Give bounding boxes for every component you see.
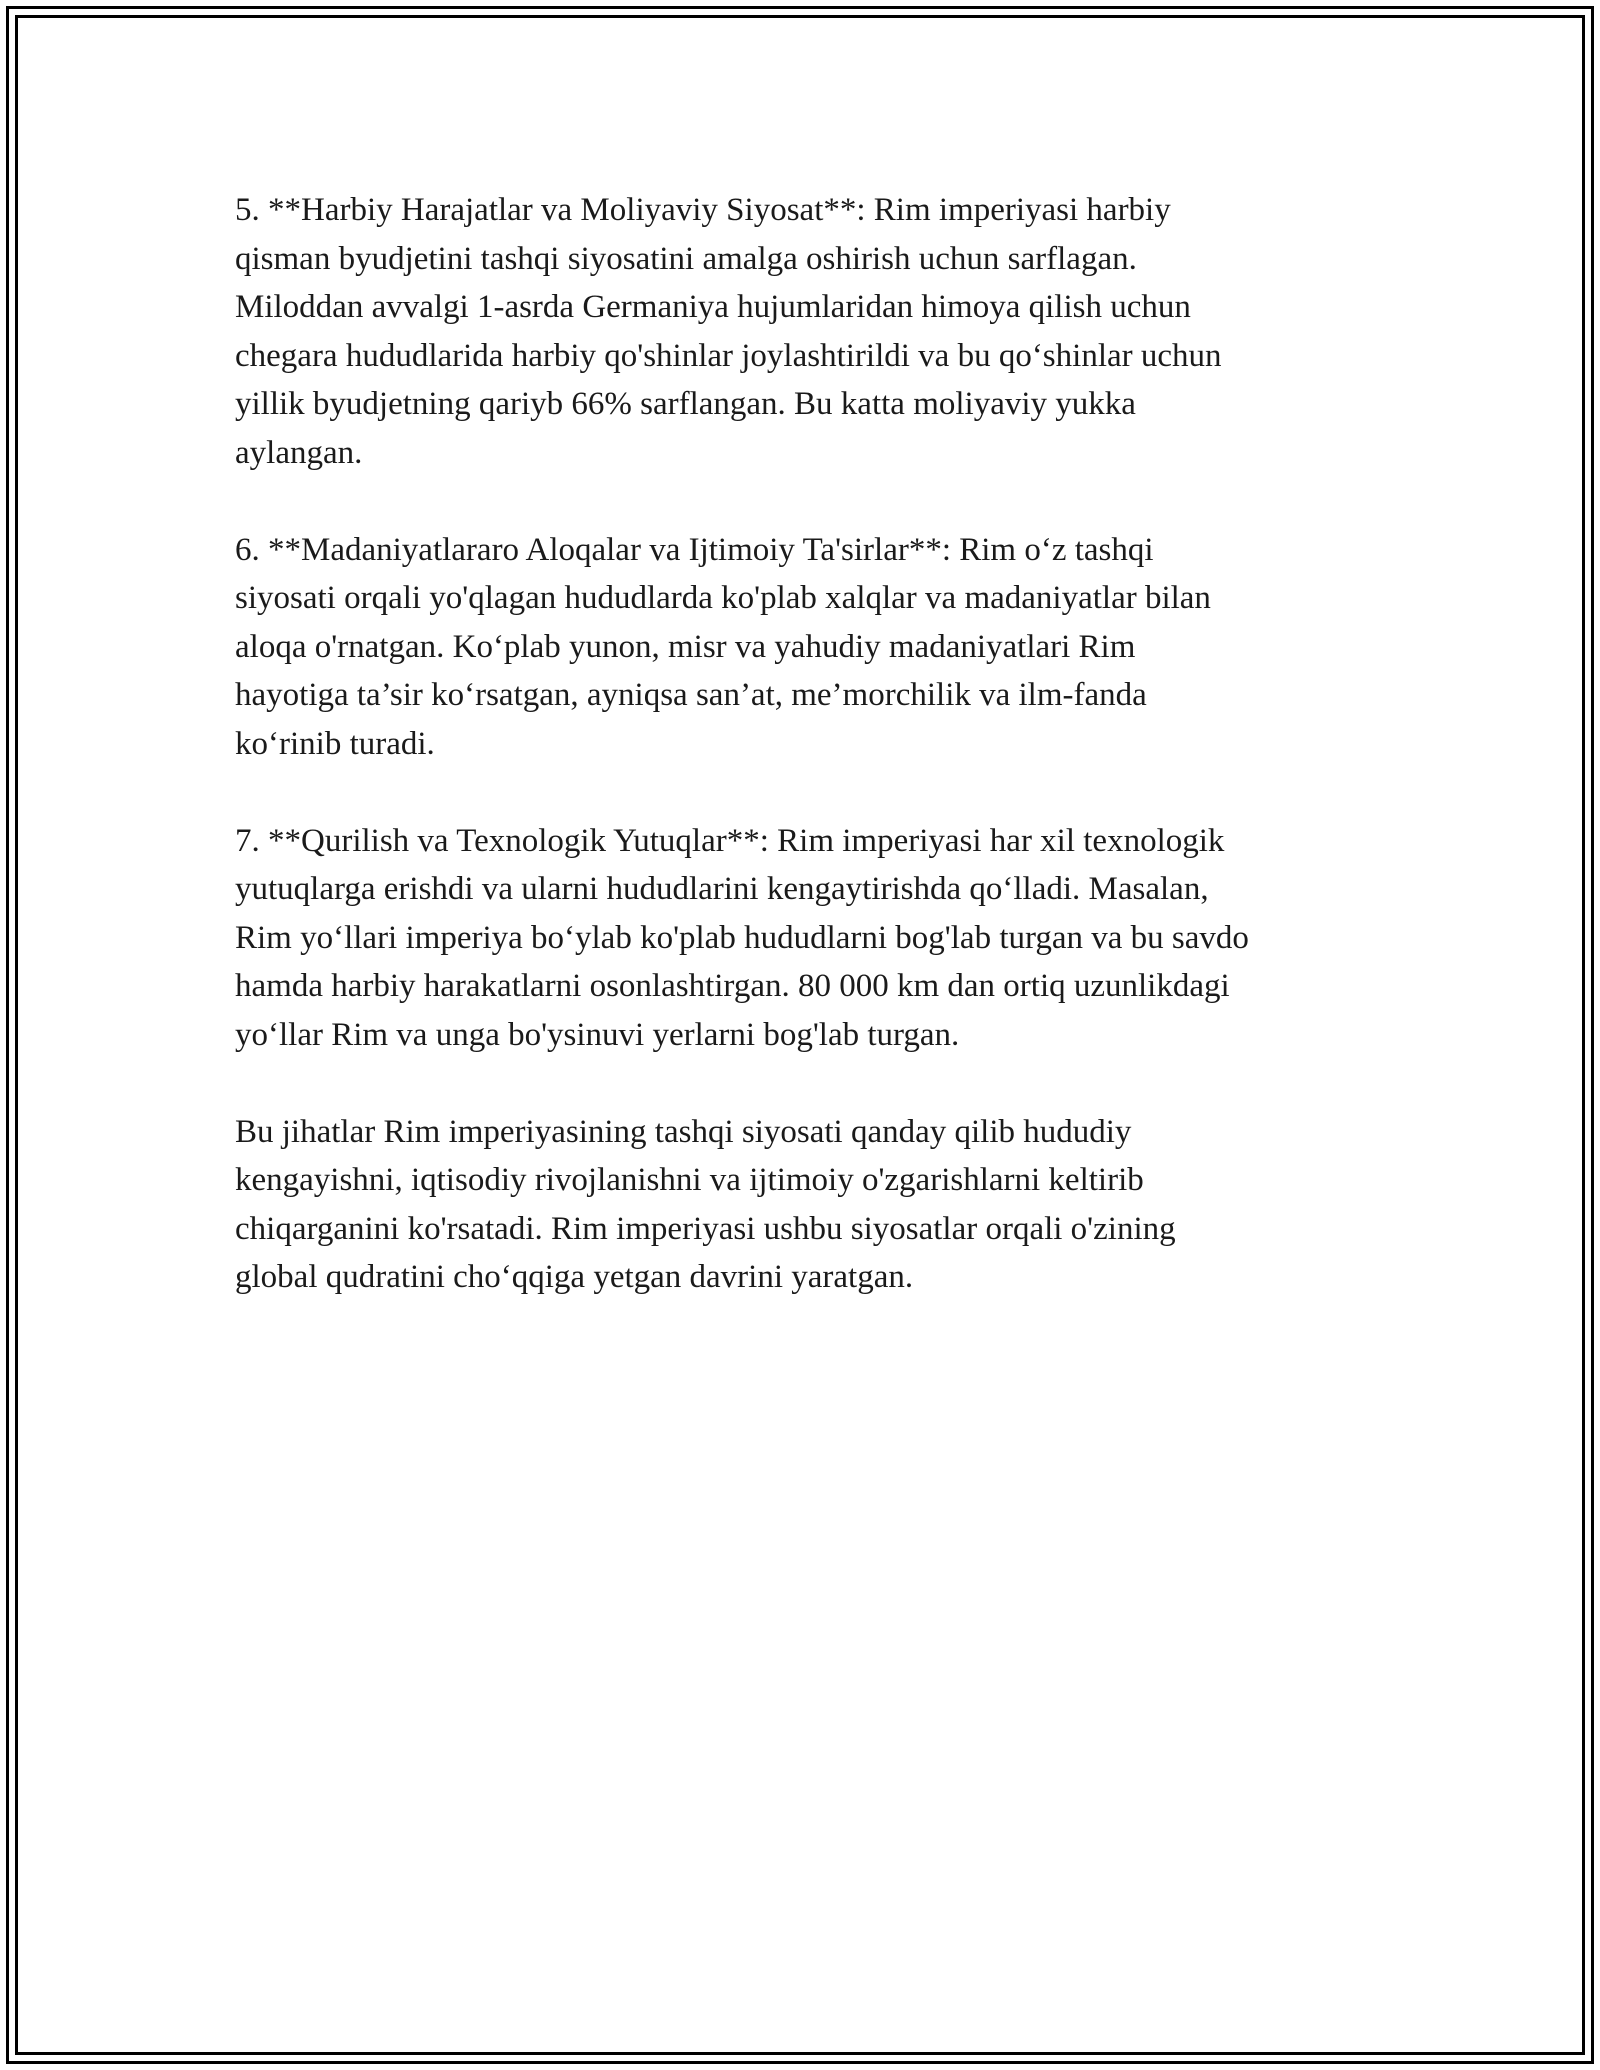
text-line: 7. **Qurilish va Texnologik Yutuqlar**: Rim imperiyasi har xil texnologik xyxy=(235,822,1225,859)
text-line: chegara hududlarida harbiy qo'shinlar joylashtirildi va bu qo‘shinlar uchun xyxy=(235,337,1222,374)
paragraph-madaniyatlararo-aloqalar xyxy=(235,526,1395,769)
text-line: Rim yo‘llari imperiya bo‘ylab ko'plab hududlarni bog'lab turgan va bu savdo xyxy=(235,919,1249,956)
text-line: hamda harbiy harakatlarni osonlashtirgan. 80 000 km dan ortiq uzunlikdagi xyxy=(235,968,1230,1004)
text-line: Bu jihatlar Rim imperiyasining tashqi siyosati qanday qilib hududiy xyxy=(235,1113,1132,1150)
text-line: siyosati orqali yo'qlagan hududlarda ko'plab xalqlar va madaniyatlar bilan xyxy=(235,580,1211,616)
paragraph-qurilish-texnologik xyxy=(235,817,1395,1060)
text-line: aylangan. xyxy=(235,434,363,471)
text-line: kengayishni, iqtisodiy rivojlanishni va ijtimoiy o'zgarishlarni keltirib xyxy=(235,1162,1144,1198)
text-line: ko‘rinib turadi. xyxy=(235,725,435,762)
text-line: global qudratini cho‘qqiga yetgan davrini yaratgan. xyxy=(235,1259,914,1295)
document-body xyxy=(235,186,1395,1350)
text-line: qisman byudjetini tashqi siyosatini amalga oshirish uchun sarflagan. xyxy=(235,240,1137,277)
paragraph-conclusion xyxy=(235,1108,1395,1302)
text-line: aloqa o'rnatgan. Ko‘plab yunon, misr va yahudiy madaniyatlari Rim xyxy=(235,628,1136,665)
text-line: yutuqlarga erishdi va ularni hududlarini kengaytirishda qo‘lladi. Masalan, xyxy=(235,871,1209,907)
text-line: Miloddan avvalgi 1-asrda Germaniya hujumlaridan himoya qilish uchun xyxy=(235,289,1191,325)
text-line: chiqarganini ko'rsatadi. Rim imperiyasi ushbu siyosatlar orqali o'zining xyxy=(235,1210,1176,1247)
text-line: hayotiga ta’sir ko‘rsatgan, ayniqsa san’at, me’morchilik va ilm-fanda xyxy=(235,677,1147,713)
text-line: 6. **Madaniyatlararo Aloqalar va Ijtimoiy Ta'sirlar**: Rim o‘z tashqi xyxy=(235,531,1154,568)
paragraph-harbiy-harajatlar xyxy=(235,186,1395,477)
text-line: yo‘llar Rim va unga bo'ysinuvi yerlarni bog'lab turgan. xyxy=(235,1016,960,1053)
text-line: 5. **Harbiy Harajatlar va Moliyaviy Siyosat**: Rim imperiyasi harbiy xyxy=(235,192,1171,228)
text-line: yillik byudjetning qariyb 66% sarflangan. Bu katta moliyaviy yukka xyxy=(235,386,1136,422)
